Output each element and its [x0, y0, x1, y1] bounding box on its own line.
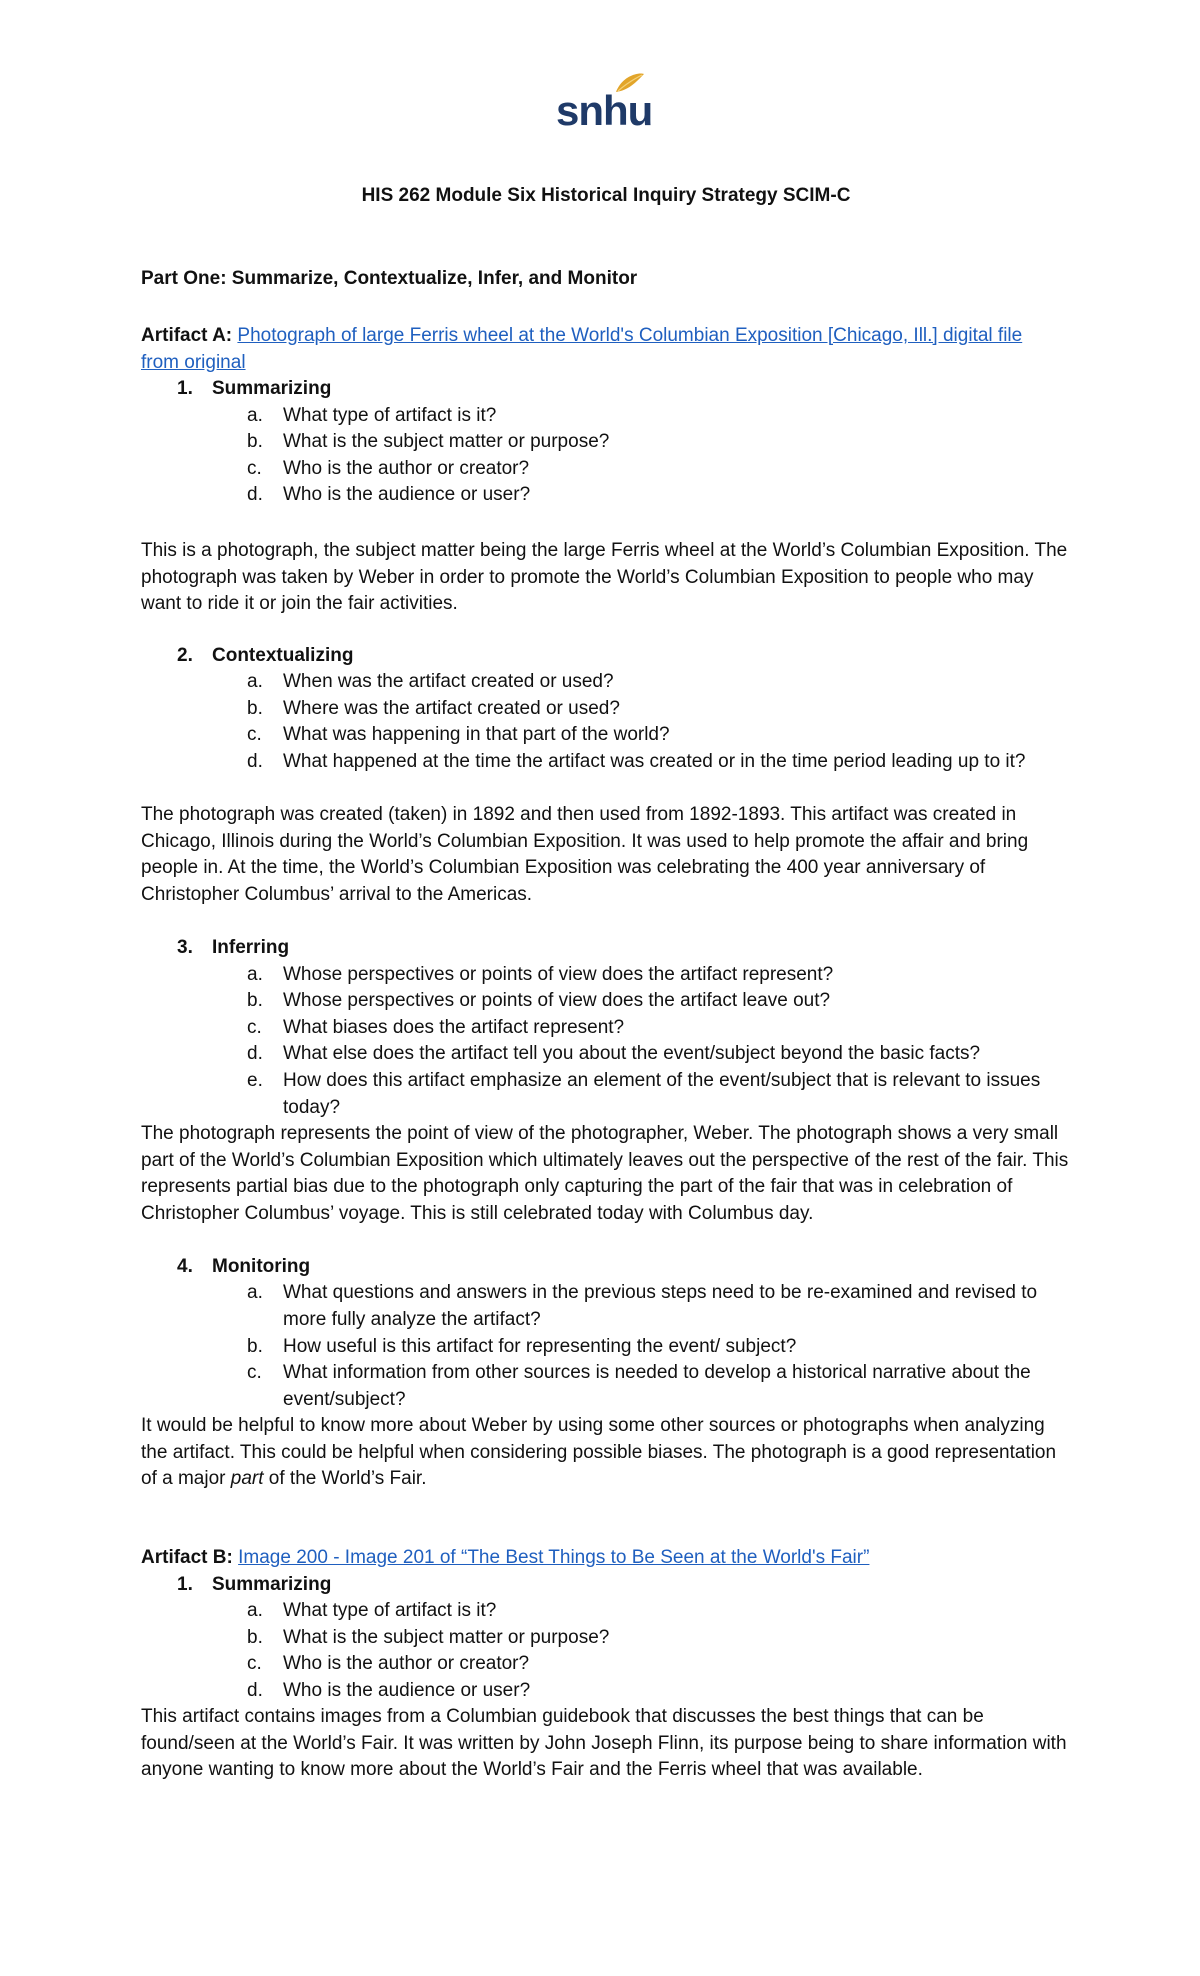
question-item: a. When was the artifact created or used? [247, 671, 614, 692]
page-title: HIS 262 Module Six Historical Inquiry Strategy SCIM-C [361, 185, 851, 206]
section-heading: 4. Monitoring [177, 1256, 311, 1277]
artifact-a-label: Artifact A: [141, 325, 238, 346]
question-item: b. Whose perspectives or points of view does the artifact leave out? [247, 990, 831, 1011]
question-item: c. Who is the author or creator? [247, 1653, 530, 1674]
question-item: b. What is the subject matter or purpose? [247, 1627, 610, 1648]
question-item: b. What is the subject matter or purpose? [247, 431, 610, 452]
snhu-logo [556, 72, 652, 142]
artifact-b-link[interactable]: Image 200 - Image 201 of “The Best Things to Be Seen at the World's Fair” [238, 1547, 870, 1568]
section-heading: 2. Contextualizing [177, 645, 354, 666]
part-one-heading: Part One: Summarize, Contextualize, Infer, and Monitor [141, 268, 638, 289]
artifact-a-link[interactable]: Photograph of large Ferris wheel at the World's Columbian Exposition [Chicago, Ill.] digital file from original [141, 325, 1023, 373]
answer-paragraph: It would be helpful to know more about Weber by using some other sources or photographs when analyzing the artifact. This could be helpful when considering possible biases. The photograph is a good representation of a major part of the World’s Fair. [141, 1415, 1057, 1489]
artifact-a-heading [141, 323, 1071, 376]
answer-paragraph: The photograph was created (taken) in 1892 and then used from 1892-1893. This artifact was created in Chicago, Illinois during the World’s Columbian Exposition. It was used to help promote the affair and bring people in. At the time, the World’s Columbian Exposition was celebrating the 400 year anniversary of Christopher Columbus’ arrival to the Americas. [141, 804, 1029, 905]
section-heading: 1. Summarizing [177, 1574, 332, 1595]
question-item: a. What questions and answers in the previous steps need to be re-examined and revised to more fully analyze the artifact? [247, 1282, 1038, 1330]
logo-text: snhu [556, 87, 653, 134]
question-item: b. Where was the artifact created or used? [247, 698, 620, 719]
section-heading: 3. Inferring [177, 937, 290, 958]
question-item: a. What type of artifact is it? [247, 1600, 497, 1621]
answer-paragraph: The photograph represents the point of view of the photographer, Weber. The photograph shows a very small part of the World’s Columbian Exposition which ultimately leaves out the perspective of the rest of the fair. This represents partial bias due to the photograph only capturing the part of the fair that was in celebration of Christopher Columbus’ voyage. This is still celebrated today with Columbus day. [141, 1123, 1069, 1224]
question-item: a. Whose perspectives or points of view does the artifact represent? [247, 964, 834, 985]
question-item: a. What type of artifact is it? [247, 405, 497, 426]
artifact-b-heading [141, 1545, 1071, 1572]
question-item: c. What was happening in that part of the world? [247, 724, 670, 745]
answer-paragraph: This is a photograph, the subject matter being the large Ferris wheel at the World’s Columbian Exposition. The photograph was taken by Weber in order to promote the World’s Columbian Exposition to people who may want to ride it or join the fair activities. [141, 540, 1068, 614]
question-item: c. Who is the author or creator? [247, 458, 530, 479]
answer-paragraph: This artifact contains images from a Columbian guidebook that discusses the best things that can be found/seen at the World’s Fair. It was written by John Joseph Flinn, its purpose being to share information with anyone wanting to know more about the World’s Fair and the Ferris wheel that was available. [141, 1706, 1067, 1780]
question-item: d. Who is the audience or user? [247, 1680, 531, 1701]
question-item: e. How does this artifact emphasize an element of the event/subject that is relevant to issues today? [247, 1070, 1041, 1118]
question-item: c. What information from other sources is needed to develop a historical narrative about the event/subject? [247, 1362, 1031, 1410]
question-item: d. What else does the artifact tell you about the event/subject beyond the basic facts? [247, 1043, 981, 1064]
question-item: d. What happened at the time the artifact was created or in the time period leading up to it? [247, 751, 1026, 772]
question-item: d. Who is the audience or user? [247, 484, 531, 505]
question-item: c. What biases does the artifact represent? [247, 1017, 625, 1038]
artifact-b-label: Artifact B: [141, 1547, 239, 1568]
section-heading: 1. Summarizing [177, 378, 332, 399]
question-item: b. How useful is this artifact for representing the event/ subject? [247, 1336, 797, 1357]
emphasis-text: part [230, 1468, 264, 1489]
